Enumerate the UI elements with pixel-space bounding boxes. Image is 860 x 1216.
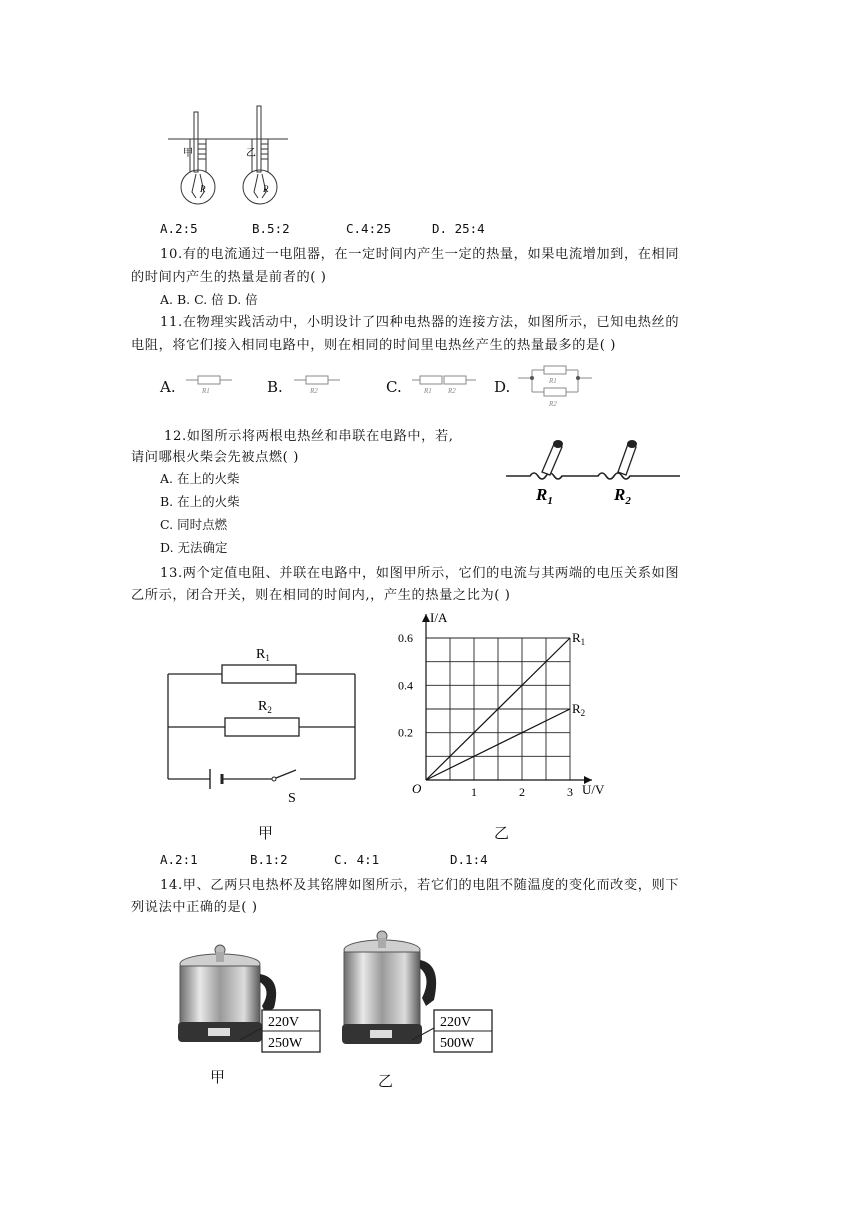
kettle-a-caption: 甲	[210, 1068, 226, 1086]
q13-line2: 乙所示，闭合开关，则在相同的时间内,，产生的热量之比为( )	[131, 588, 511, 603]
circuit-r1-label: $R_1$	[256, 647, 270, 663]
q14-line1: 14.甲、乙两只电热杯及其铭牌如图所示，若它们的电阻不随温度的变化而改变，则下	[160, 878, 680, 893]
nameplate-b	[412, 998, 502, 1058]
q13-option-a: A.2:1	[160, 852, 198, 867]
q12-option-d: D. 无法确定	[160, 540, 228, 555]
thermometer-figure	[160, 104, 295, 210]
x-tick-label: 3	[567, 785, 573, 799]
q11-line1: 11.在物理实践活动中，小明设计了四种电热器的连接方法，如图所示，已知电热丝的	[160, 315, 680, 330]
origin-label: O	[412, 781, 422, 796]
q13-line1: 13.两个定值电阻、并联在电路中，如图甲所示，它们的电流与其两端的电压关系如图	[160, 566, 680, 581]
q11-option-c-letter: C.	[386, 378, 402, 396]
r1-label: R1	[549, 377, 557, 385]
y-tick-label: 0.6	[398, 631, 413, 645]
r1-label: R1	[424, 387, 432, 395]
y-tick-label: 0.4	[398, 678, 413, 693]
q12-option-c: C. 同时点燃	[160, 517, 228, 532]
resistor-figure-a	[184, 372, 234, 396]
q12-option-a: A. 在上的火柴	[160, 471, 240, 486]
q12-option-b: B. 在上的火柴	[160, 494, 240, 509]
parallel-circuit	[160, 638, 370, 808]
match-r2-label: $R_2$	[614, 485, 631, 507]
label-r1: R	[200, 184, 206, 194]
label-yi: 乙	[246, 148, 256, 159]
match-figure	[500, 432, 685, 512]
series-label-R2: $R_2$	[572, 701, 586, 718]
q12-line1: 12.如图所示将两根电热丝和串联在电路中，若,	[164, 429, 454, 444]
circuit-r2-label: $R_2$	[258, 699, 272, 715]
q11-option-a-letter: A.	[160, 378, 176, 396]
kettle-b-caption: 乙	[378, 1072, 394, 1090]
label-jia: 甲	[183, 148, 193, 159]
r2-label: R2	[448, 387, 456, 395]
q13-option-c: C. 4:1	[334, 852, 380, 867]
q10-options: A. B. C. 倍 D. 倍	[160, 292, 258, 307]
r2-label: R2	[549, 400, 557, 408]
q10-line2: 的时间内产生的热量是前者的( )	[131, 270, 327, 285]
graph-caption: 乙	[494, 824, 510, 842]
q12-line2: 请问哪根火柴会先被点燃( )	[131, 450, 299, 465]
label-r2: R	[263, 184, 269, 194]
y-axis-arrow	[422, 614, 430, 622]
q9-option-a: A.2:5	[160, 221, 198, 236]
q9-option-b: B.5:2	[252, 221, 290, 236]
q14-line2: 列说法中正确的是( )	[131, 900, 258, 915]
resistor-figure-b	[292, 372, 342, 396]
q11-line2: 电阻，将它们接入相同电路中，则在相同的时间里电热丝产生的热量最多的是( )	[131, 338, 617, 353]
x-tick-label: 2	[519, 785, 525, 799]
x-tick-label: 1	[471, 785, 477, 799]
kettle-a-voltage: 220V	[268, 1015, 300, 1030]
r1-label: R1	[202, 387, 210, 395]
x-axis-label: U/V	[582, 782, 605, 797]
q11-option-d-letter: D.	[494, 378, 511, 396]
q10-line1: 10.有的电流通过一电阻器，在一定时间内产生一定的热量，如果电流增加到，在相同	[160, 247, 680, 262]
q9-option-d: D. 25:4	[432, 221, 485, 236]
nameplate-a	[240, 998, 330, 1058]
switch-label: S	[288, 791, 296, 806]
kettle-b-power: 500W	[440, 1036, 475, 1051]
kettle-b-voltage: 220V	[440, 1015, 472, 1030]
kettle-a-power: 250W	[268, 1036, 303, 1051]
q9-option-c: C.4:25	[346, 221, 392, 236]
r2-label: R2	[310, 387, 318, 395]
iu-graph	[384, 605, 624, 805]
series-label-R1: $R_1$	[572, 630, 586, 647]
resistor-figure-d	[516, 362, 596, 412]
q13-option-d: D.1:4	[450, 852, 488, 867]
circuit-caption: 甲	[258, 824, 274, 842]
y-axis-label: I/A	[430, 610, 448, 625]
resistor-figure-c	[410, 372, 480, 396]
match-r1-label: $R_1$	[536, 485, 553, 507]
y-tick-label: 0.2	[398, 725, 413, 740]
q13-option-b: B.1:2	[250, 852, 288, 867]
q11-option-b-letter: B.	[267, 378, 283, 396]
